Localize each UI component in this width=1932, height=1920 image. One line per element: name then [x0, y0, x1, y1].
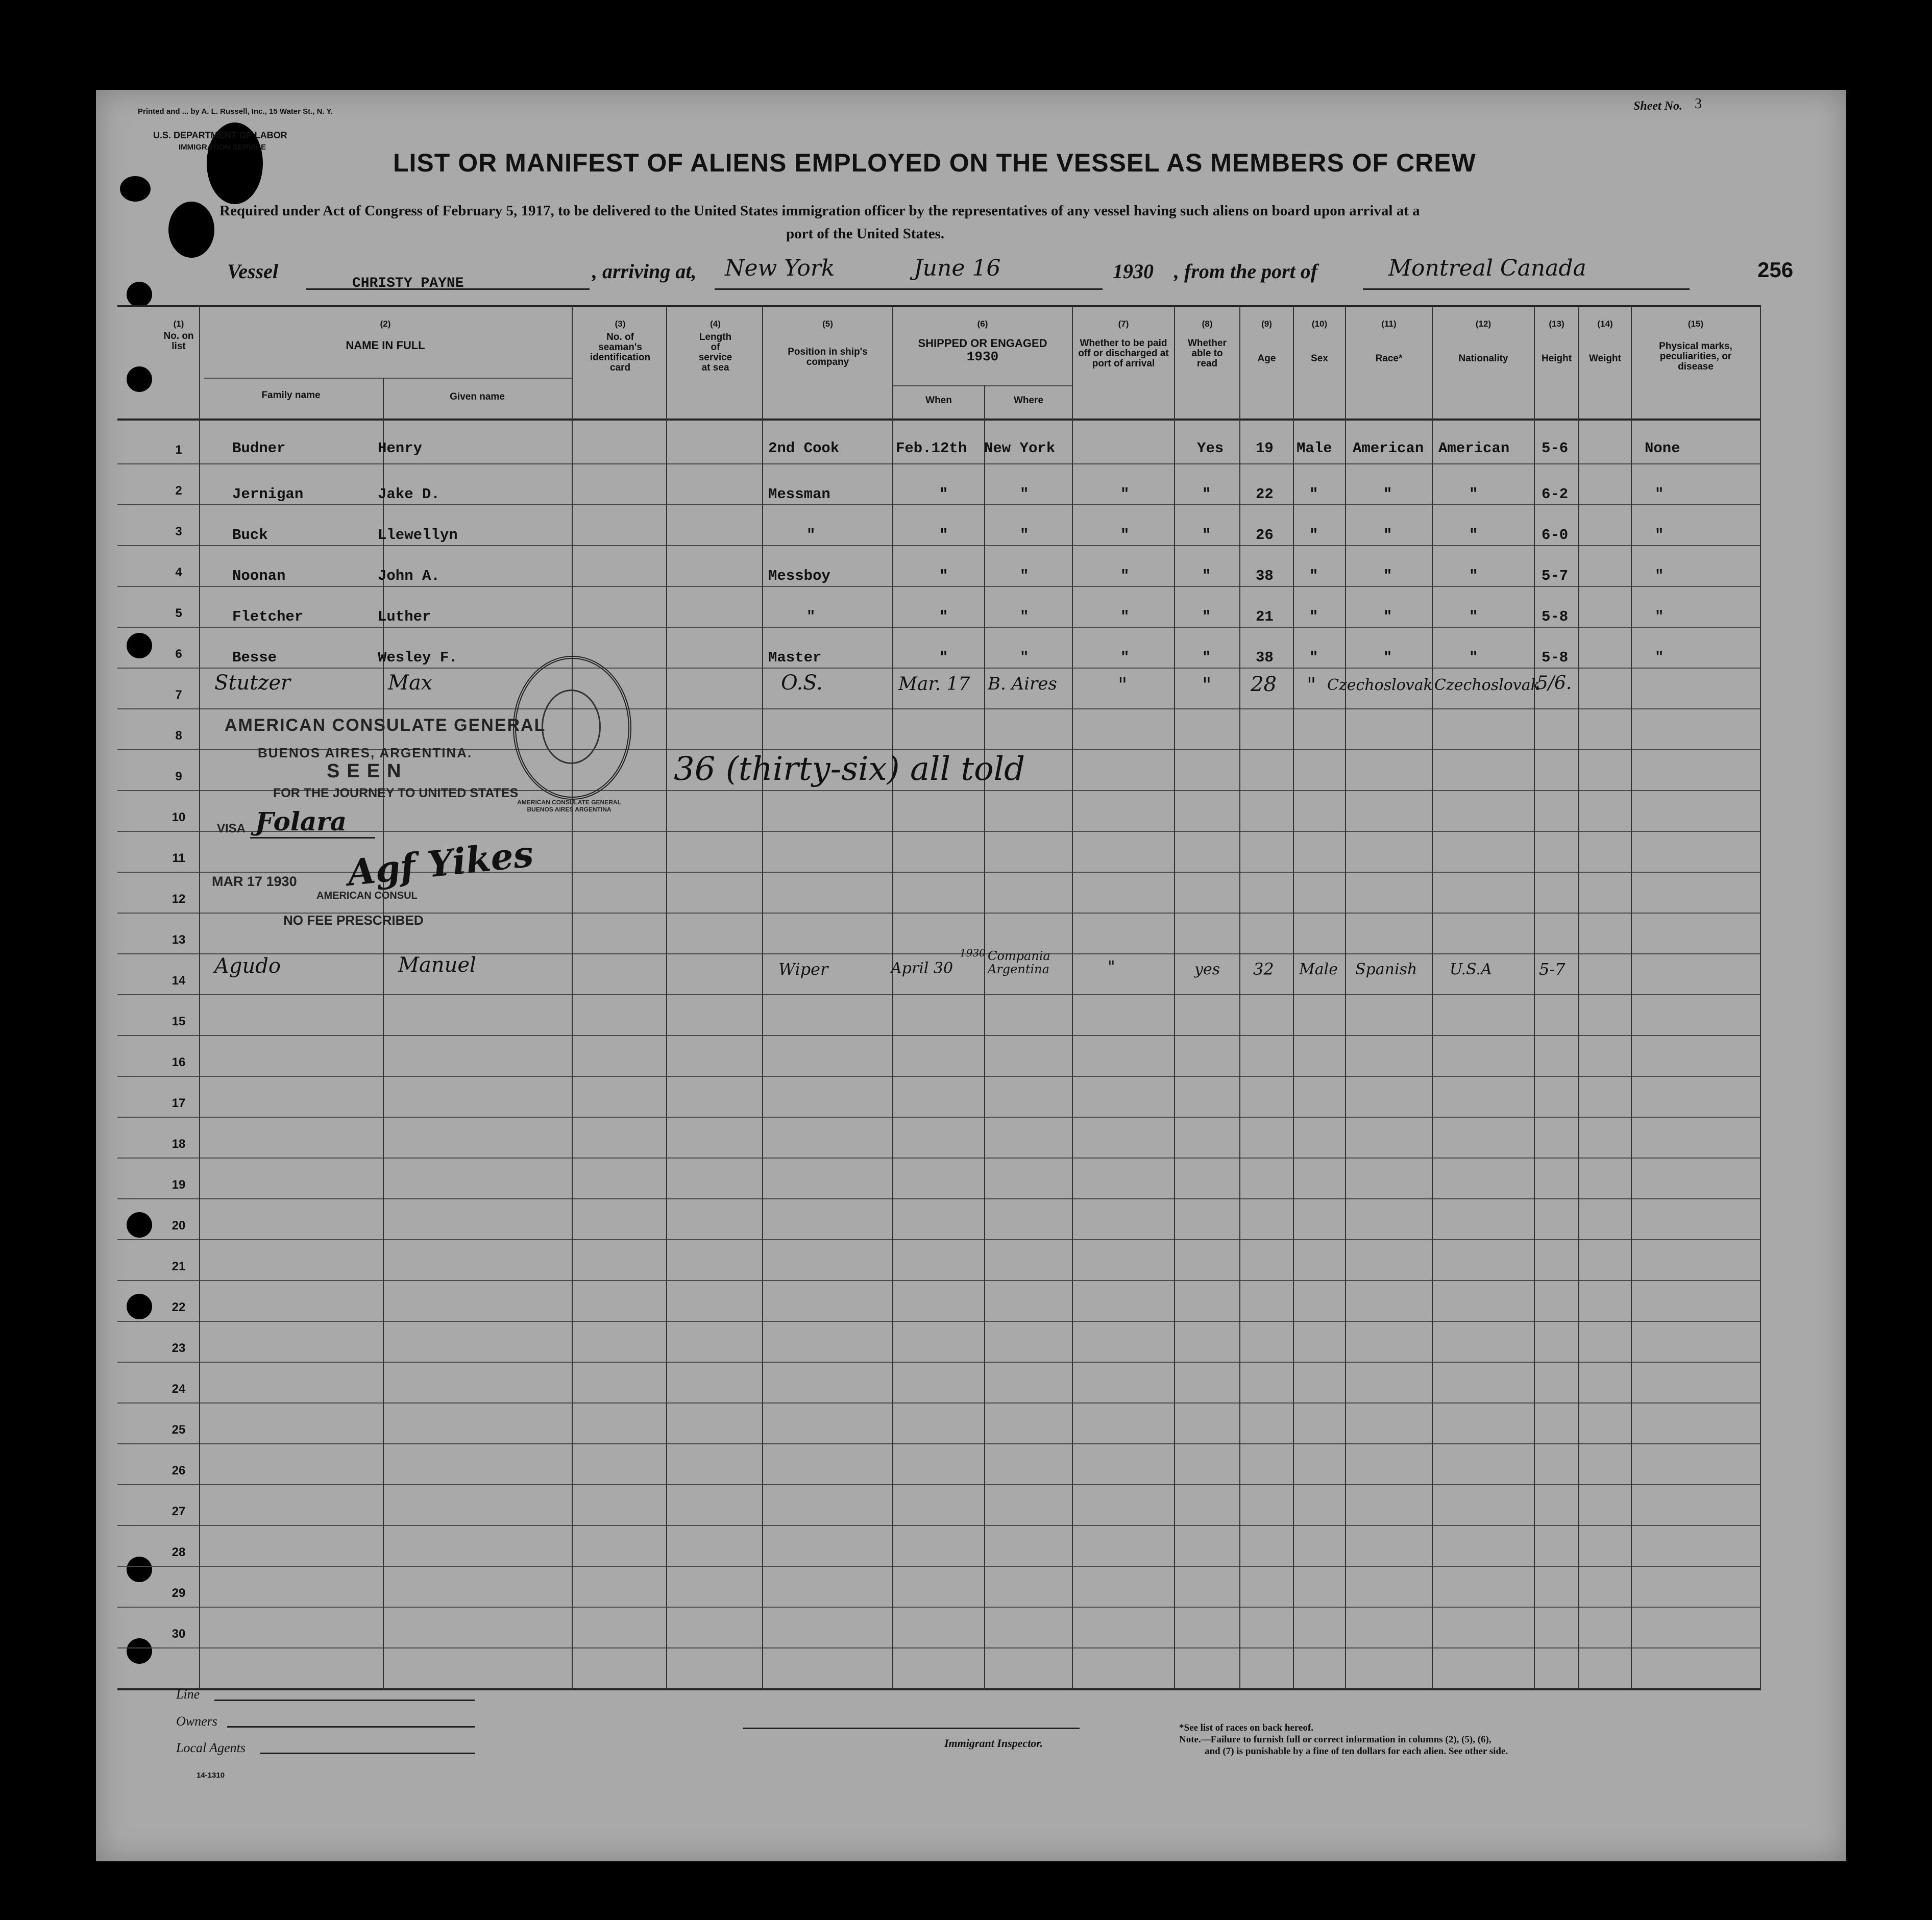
row-number: 5 — [175, 606, 182, 620]
binder-hole — [127, 282, 152, 307]
cell-age: 38 — [1256, 568, 1274, 584]
cell-family: Jernigan — [232, 486, 304, 503]
row-rule — [117, 831, 1761, 832]
row-number: 18 — [172, 1137, 186, 1151]
owners-label: Owners — [176, 1714, 217, 1729]
cell-read: " — [1202, 649, 1211, 666]
cell-where: " — [1020, 568, 1029, 584]
hand-paid: " — [1108, 957, 1115, 976]
hand-position: O.S. — [781, 671, 823, 695]
printer-line: Printed and ... by A. L. Russell, Inc., 15 Water St., N. Y. — [138, 107, 333, 116]
cell-family: Fletcher — [232, 608, 304, 625]
arriving-value: New York — [725, 255, 835, 281]
family-name-subheader: Family name — [261, 390, 321, 401]
subtitle-line2: port of the United States. — [786, 226, 945, 242]
col-label: Height — [1541, 353, 1572, 364]
torn-damage — [120, 176, 151, 202]
row-rule — [117, 1362, 1761, 1363]
cell-age: 22 — [1256, 486, 1274, 503]
stamp-city: BUENOS AIRES, ARGENTINA. — [258, 745, 473, 760]
cell-paid: " — [1120, 486, 1130, 503]
page-title: LIST OR MANIFEST OF ALIENS EMPLOYED ON THE VESSEL AS MEMBERS OF CREW — [393, 149, 1476, 177]
row-rule — [117, 504, 1761, 505]
cell-race: " — [1383, 608, 1392, 625]
stamp-fee: NO FEE PRESCRIBED — [283, 913, 424, 928]
race-note: *See list of races on back hereof. — [1179, 1722, 1313, 1733]
row-number: 28 — [172, 1545, 186, 1559]
col-number: (5) — [822, 319, 833, 329]
cell-sex: Male — [1297, 440, 1332, 457]
column-rule — [1432, 306, 1433, 1689]
col-number: (3) — [615, 319, 626, 329]
column-rule — [1760, 306, 1761, 1689]
row-rule — [117, 1525, 1761, 1526]
col5-header — [763, 319, 892, 367]
seal-text: AMERICAN CONSULATE GENERAL BUENOS AIRES ARGENTINA — [517, 799, 621, 813]
given-name-subheader: Given name — [450, 391, 505, 402]
hand-race: Spanish — [1355, 961, 1417, 978]
cell-position: Messboy — [768, 568, 830, 584]
when-subheader: When — [925, 395, 952, 406]
col1-header — [158, 319, 199, 354]
cell-read: Yes — [1197, 440, 1224, 457]
row-number: 13 — [172, 933, 186, 947]
col-label: Weight — [1589, 353, 1621, 364]
binder-hole — [127, 1212, 152, 1238]
cell-given: Luther — [378, 608, 431, 625]
row-number: 9 — [175, 770, 182, 783]
col14-header — [1579, 319, 1631, 364]
eagle-emblem-icon — [542, 690, 601, 764]
row-number: 17 — [172, 1096, 186, 1110]
cell-race: " — [1383, 568, 1392, 584]
hand-when-year: 1930 — [960, 947, 986, 959]
cell-when: " — [939, 649, 948, 666]
row-rule — [117, 1117, 1761, 1118]
binder-hole — [127, 633, 152, 658]
hand-when: Mar. 17 — [898, 674, 970, 695]
stamp-consul: AMERICAN CONSUL — [316, 890, 418, 901]
row-rule — [117, 463, 1761, 464]
service-label: IMMIGRATION SERVICE — [179, 143, 266, 152]
col-number: (15) — [1688, 319, 1704, 329]
cell-sex: " — [1309, 527, 1318, 544]
torn-damage — [168, 202, 214, 258]
row-number: 24 — [172, 1382, 186, 1396]
stamp-consulate: AMERICAN CONSULATE GENERAL — [225, 716, 546, 735]
row-number: 12 — [172, 892, 186, 906]
row-number: 25 — [172, 1423, 186, 1437]
row-rule — [117, 1076, 1761, 1077]
cell-race: " — [1383, 649, 1392, 666]
row-rule — [117, 1402, 1761, 1404]
row-number: 1 — [175, 443, 182, 457]
cell-race: " — [1383, 527, 1392, 544]
row-number: 26 — [172, 1464, 186, 1478]
page-number: 256 — [1757, 258, 1794, 282]
row-rule — [117, 994, 1761, 995]
cell-read: " — [1202, 568, 1211, 584]
row-number: 20 — [172, 1219, 186, 1233]
vessel-value: CHRISTY PAYNE — [352, 276, 464, 291]
from-label: , from the port of — [1174, 260, 1318, 283]
column-rule — [762, 306, 763, 1689]
inspector-label: Immigrant Inspector. — [944, 1737, 1043, 1750]
row-rule — [117, 1198, 1761, 1199]
row-number: 7 — [175, 688, 182, 702]
cell-when: " — [939, 527, 948, 544]
row-number: 11 — [172, 851, 185, 865]
column-rule — [572, 306, 573, 1689]
from-underline — [1363, 288, 1690, 290]
hand-family-name: Agudo — [214, 954, 281, 978]
row-number: 15 — [172, 1015, 186, 1028]
hand-nationality: U.S.A — [1450, 961, 1492, 978]
cell-sex: " — [1309, 608, 1318, 625]
cell-marks: " — [1655, 486, 1664, 503]
from-value: Montreal Canada — [1388, 255, 1586, 281]
cell-height: 6-0 — [1542, 527, 1569, 544]
row-rule — [117, 1607, 1761, 1608]
cell-height: 5-7 — [1542, 568, 1569, 584]
cell-height: 5-8 — [1542, 608, 1569, 625]
row-number: 10 — [172, 810, 186, 824]
cell-given: Jake D. — [378, 486, 440, 503]
year-value: 1930 — [1113, 260, 1154, 283]
cell-age: 38 — [1256, 649, 1274, 666]
hand-sex: " — [1307, 674, 1316, 697]
column-rule — [892, 306, 893, 1689]
cell-given: Llewellyn — [378, 527, 458, 544]
cell-marks: " — [1655, 527, 1664, 544]
cell-paid: " — [1120, 649, 1130, 666]
col-label: Whether to be paid off or discharged at port of arrival — [1078, 338, 1169, 369]
col-number: (8) — [1202, 319, 1213, 329]
row-rule — [117, 1443, 1761, 1444]
table-top-rule — [117, 305, 1761, 307]
cell-nationality: " — [1469, 568, 1478, 584]
cell-read: " — [1202, 608, 1211, 625]
row-number: 3 — [175, 525, 182, 538]
row-rule — [117, 627, 1761, 628]
visa-line — [250, 837, 375, 839]
row-number: 19 — [172, 1178, 186, 1192]
hand-where: Compania Argentina — [988, 949, 1050, 976]
cell-where: " — [1020, 527, 1029, 544]
hand-age: 32 — [1253, 959, 1274, 979]
owners-field — [227, 1726, 475, 1728]
col-number: (6) — [977, 319, 988, 329]
total-note: 36 (thirty-six) all told — [674, 750, 1025, 788]
stamp-seen: SEEN — [327, 760, 408, 782]
col11-header — [1346, 319, 1432, 364]
col7-header — [1073, 319, 1174, 369]
col6-header — [893, 319, 1072, 362]
row-rule — [117, 1484, 1761, 1485]
col-label: Physical marks, peculiarities, or disease — [1659, 341, 1732, 372]
hand-race: Czechoslovak — [1327, 676, 1433, 694]
cell-position: " — [806, 608, 816, 625]
cell-age: 26 — [1256, 527, 1274, 544]
cell-paid: " — [1120, 527, 1130, 544]
row-rule — [117, 1566, 1761, 1567]
cell-when: " — [939, 486, 948, 503]
column-rule — [666, 306, 667, 1689]
col3-header — [574, 319, 666, 376]
cell-where: " — [1020, 486, 1029, 503]
cell-nationality: " — [1469, 608, 1478, 625]
col8-header — [1175, 319, 1239, 369]
cell-when: " — [939, 608, 948, 625]
cell-age: 19 — [1256, 440, 1274, 457]
hand-given-name: Max — [388, 671, 433, 695]
hand-given-name: Manuel — [398, 953, 476, 977]
cell-sex: " — [1309, 649, 1318, 666]
col-label: Sex — [1311, 353, 1328, 364]
hand-sex: Male — [1299, 961, 1338, 978]
cell-height: 6-2 — [1542, 486, 1569, 503]
binder-hole — [127, 1294, 152, 1319]
cell-family: Noonan — [232, 568, 286, 584]
cell-nationality: " — [1469, 486, 1478, 503]
column-rule — [1578, 306, 1579, 1689]
binder-hole — [127, 366, 152, 392]
row-rule — [117, 1647, 1761, 1648]
stamp-date: MAR 17 1930 — [212, 874, 297, 889]
row-rule — [117, 953, 1761, 954]
cell-race: American — [1353, 440, 1424, 457]
cell-height: 5-8 — [1542, 649, 1569, 666]
stamp-visa-label: VISA — [217, 822, 246, 835]
agents-label: Local Agents — [176, 1740, 246, 1755]
row-number: 30 — [172, 1627, 186, 1641]
shipped-subheader-rule — [893, 385, 1072, 386]
row-number: 27 — [172, 1505, 186, 1518]
column-rule — [199, 306, 200, 1689]
cell-given: Wesley F. — [378, 649, 458, 666]
col-label: Position in ship's company — [788, 347, 868, 367]
cell-marks: " — [1655, 568, 1664, 584]
cell-sex: " — [1309, 568, 1318, 584]
stamp-journey: FOR THE JOURNEY TO UNITED STATES — [273, 786, 519, 800]
hand-position: Wiper — [778, 959, 828, 979]
row-rule — [117, 1280, 1761, 1281]
cell-position: 2nd Cook — [768, 440, 840, 457]
row-number: 16 — [172, 1055, 186, 1069]
agents-field — [260, 1753, 475, 1754]
binder-hole — [127, 1557, 152, 1582]
arriving-label: , arriving at, — [592, 260, 697, 283]
cell-family: Buck — [232, 527, 268, 544]
row-number: 21 — [172, 1260, 186, 1273]
cell-nationality: American — [1438, 440, 1510, 457]
column-rule — [1534, 306, 1535, 1689]
row-number: 22 — [172, 1300, 186, 1314]
consulate-seal — [513, 656, 631, 800]
date-value: June 16 — [914, 255, 1001, 281]
binder-hole — [127, 1638, 152, 1664]
row-rule — [117, 1321, 1761, 1322]
cell-where: New York — [984, 440, 1056, 457]
cell-marks: None — [1645, 440, 1680, 457]
cell-race: " — [1383, 486, 1392, 503]
line-label: Line — [176, 1687, 200, 1702]
hand-height: 5-7 — [1539, 959, 1566, 979]
cell-nationality: " — [1469, 527, 1478, 544]
column-rule — [984, 385, 985, 1689]
row-number: 4 — [175, 565, 182, 579]
arriving-underline — [715, 288, 1103, 290]
row-rule — [117, 1035, 1761, 1036]
col-number: (11) — [1381, 319, 1397, 329]
col-number: (1) — [173, 319, 184, 329]
col-label: Whether able to read — [1188, 338, 1227, 369]
column-rule — [1174, 306, 1175, 1689]
vessel-label: Vessel — [227, 260, 278, 283]
col10-header — [1294, 319, 1345, 364]
cell-where: " — [1020, 649, 1029, 666]
col-number: (13) — [1549, 319, 1564, 329]
row-number: 6 — [175, 647, 182, 661]
consul-signature: Agf Yikes — [345, 832, 535, 894]
department-label: U.S. DEPARTMENT OF LABOR — [153, 130, 287, 140]
column-rule — [1345, 306, 1346, 1689]
col-label: Age — [1257, 353, 1276, 364]
cell-position: Messman — [768, 486, 830, 503]
fine-note-1: Note.—Failure to furnish full or correct information in columns (2), (5), (6), — [1179, 1734, 1491, 1745]
row-number: 14 — [172, 974, 186, 988]
cell-position: " — [806, 527, 816, 544]
col-number: (2) — [380, 319, 391, 329]
col-label: SHIPPED OR ENGAGED — [918, 337, 1047, 350]
column-rule — [1631, 306, 1632, 1689]
cell-position: Master — [768, 649, 822, 666]
cell-family: Budner — [232, 440, 286, 457]
hand-paid: " — [1118, 674, 1128, 697]
col2-header — [199, 319, 572, 351]
hand-height: 5/6. — [1536, 673, 1572, 694]
hand-age: 28 — [1251, 673, 1277, 696]
col-label: Race* — [1375, 353, 1403, 364]
column-rule — [1293, 306, 1294, 1689]
hand-when: April 30 — [891, 959, 953, 977]
cell-when: Feb.12th — [896, 440, 967, 457]
col12-header — [1433, 319, 1534, 364]
col-label: No. on list — [163, 331, 194, 352]
where-subheader: Where — [1013, 395, 1044, 406]
row-rule — [117, 586, 1761, 587]
cell-when: " — [939, 568, 948, 584]
col-number: (12) — [1475, 319, 1491, 329]
row-rule — [117, 1158, 1761, 1159]
row-number: 23 — [172, 1341, 186, 1355]
row-rule — [117, 1239, 1761, 1240]
row-number: 29 — [172, 1586, 186, 1600]
line-field — [214, 1700, 475, 1701]
row-number: 2 — [175, 484, 182, 498]
stamp-visa-signature: Ƒolara — [255, 806, 347, 836]
hand-read: " — [1202, 674, 1212, 697]
col4-header — [669, 319, 762, 376]
cell-paid: " — [1120, 568, 1130, 584]
col-label: Length of service at sea — [698, 332, 732, 373]
row-rule — [117, 708, 1761, 709]
hand-nationality: Czechoslovak — [1434, 676, 1540, 694]
col15-header — [1632, 319, 1759, 372]
cell-nationality: " — [1469, 649, 1478, 666]
cell-read: " — [1202, 527, 1211, 544]
row-rule — [117, 545, 1761, 546]
sheet-value: 3 — [1695, 96, 1702, 112]
cell-height: 5-6 — [1542, 440, 1569, 457]
subtitle-line1: Required under Act of Congress of February 5, 1917, to be delivered to the United States immigration officer by the representatives of any vessel having such aliens on board upon arrival at a — [219, 203, 1420, 219]
sheet-label: Sheet No. — [1633, 100, 1682, 113]
hand-read: yes — [1194, 961, 1220, 978]
row-number: 8 — [175, 729, 182, 743]
cell-given: Henry — [378, 440, 423, 457]
col-number: (14) — [1597, 319, 1613, 329]
col-number: (9) — [1261, 319, 1272, 329]
col-number: (10) — [1311, 319, 1328, 329]
inspector-signature-line — [743, 1728, 1080, 1729]
cell-given: John A. — [378, 568, 440, 584]
cell-marks: " — [1655, 649, 1664, 666]
cell-sex: " — [1309, 486, 1318, 503]
col-label: No. of seaman's identification card — [590, 332, 651, 373]
name-subheader-rule — [204, 378, 572, 379]
table-bottom-rule — [117, 1688, 1761, 1690]
column-rule — [1072, 306, 1073, 1689]
cell-where: " — [1020, 608, 1029, 625]
hand-family-name: Stutzer — [214, 671, 291, 695]
col-number: (4) — [710, 319, 721, 329]
header-bottom-rule — [117, 419, 1761, 421]
fine-note-2: and (7) is punishable by a fine of ten dollars for each alien. See other side. — [1205, 1746, 1508, 1757]
form-number: 14-1310 — [197, 1771, 225, 1780]
col9-header — [1240, 319, 1293, 364]
col13-header — [1535, 319, 1578, 364]
hand-where: B. Aires — [988, 674, 1057, 694]
cell-age: 21 — [1256, 608, 1274, 625]
shipped-year: 1930 — [966, 349, 999, 364]
row-rule — [117, 668, 1761, 669]
cell-read: " — [1202, 486, 1211, 503]
col-number: (7) — [1118, 319, 1129, 329]
cell-paid: " — [1120, 608, 1130, 625]
cell-marks: " — [1655, 608, 1664, 625]
col-label: NAME IN FULL — [346, 339, 425, 352]
cell-family: Besse — [232, 649, 277, 666]
col-label: Nationality — [1458, 353, 1508, 364]
column-rule — [1239, 306, 1240, 1689]
